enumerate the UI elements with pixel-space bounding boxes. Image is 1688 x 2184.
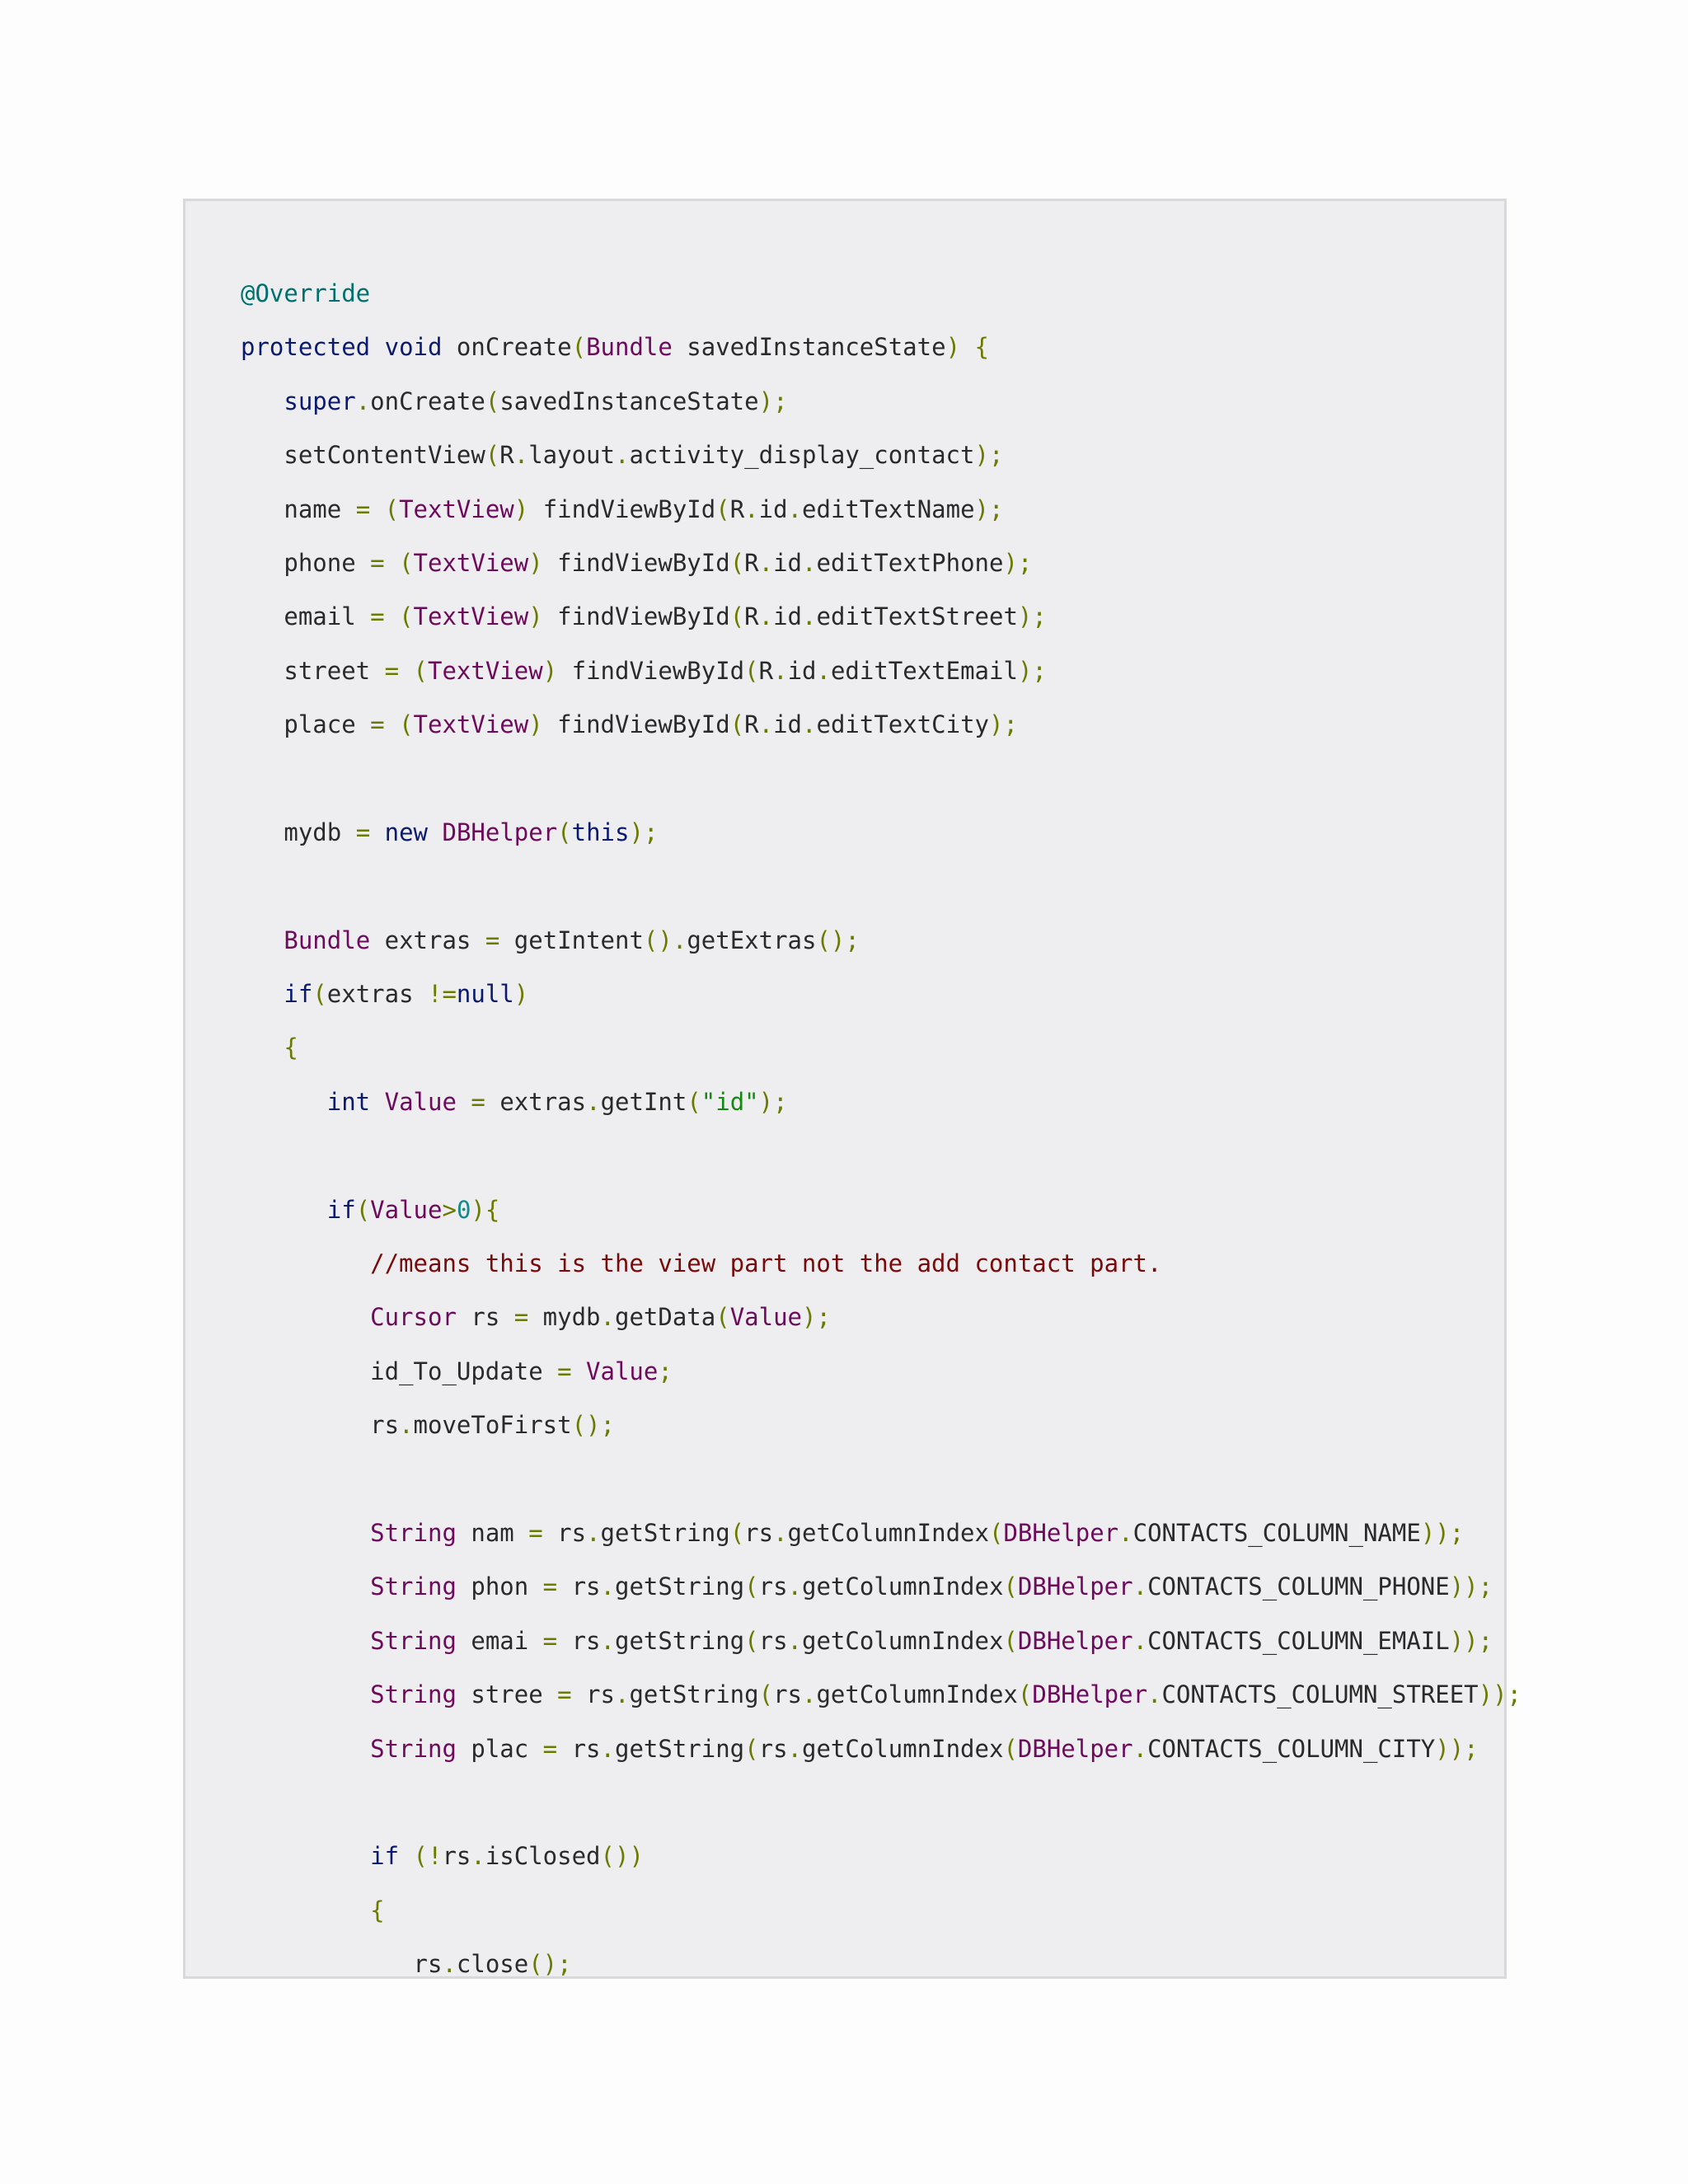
code-token: findViewById xyxy=(542,710,730,739)
code-token: CONTACTS_COLUMN_CITY xyxy=(1147,1734,1436,1763)
code-token: . xyxy=(513,441,529,470)
code-token: id xyxy=(758,494,788,523)
code-token: . xyxy=(614,1680,630,1709)
code-token: ( xyxy=(744,1572,759,1601)
code-line xyxy=(241,914,1522,968)
code-token: this xyxy=(571,818,630,846)
code-line xyxy=(241,1884,1522,1938)
code-token: findViewById xyxy=(542,548,730,577)
code-token xyxy=(241,926,284,954)
code-token: = xyxy=(513,1303,529,1332)
code-token: . xyxy=(614,441,630,470)
code-token: extras xyxy=(326,980,428,1009)
code-token: ( xyxy=(687,1087,701,1116)
code-token: ( xyxy=(1003,1734,1018,1763)
code-token: ); xyxy=(1017,656,1047,685)
code-token: mydb xyxy=(241,818,356,846)
code-token: Value xyxy=(586,1357,659,1385)
code-token: getExtras xyxy=(687,926,817,954)
code-token: getColumnIndex xyxy=(816,1680,1018,1709)
code-token xyxy=(241,980,284,1008)
code-token xyxy=(960,333,974,361)
code-token: ); xyxy=(1003,548,1033,577)
code-token: = xyxy=(370,548,385,577)
code-token: getColumnIndex xyxy=(802,1572,1004,1601)
code-token: super xyxy=(284,387,356,415)
code-line xyxy=(241,1830,1522,1883)
code-token: Bundle xyxy=(284,926,371,954)
code-line xyxy=(241,1453,1522,1507)
code-line xyxy=(241,1291,1522,1344)
code-token: . xyxy=(471,1842,485,1871)
code-line xyxy=(241,644,1522,698)
code-token xyxy=(241,1196,327,1224)
code-token: DBHelper xyxy=(1003,1518,1119,1547)
code-token: ( xyxy=(758,1680,774,1709)
code-token: )); xyxy=(1435,1734,1479,1763)
code-token: extras xyxy=(370,926,485,954)
code-token: phon xyxy=(456,1572,543,1601)
code-token: { xyxy=(284,1033,298,1062)
code-token: close xyxy=(456,1950,529,1979)
code-token xyxy=(241,1680,370,1708)
code-token: . xyxy=(600,1572,615,1601)
code-token xyxy=(457,1088,471,1116)
code-token: if xyxy=(326,1195,356,1224)
code-token: ); xyxy=(802,1303,831,1332)
code-token: ( xyxy=(744,1734,759,1763)
code-token xyxy=(241,1842,370,1870)
code-token: null xyxy=(456,980,514,1009)
code-token: getString xyxy=(615,1572,745,1601)
code-line xyxy=(241,321,1522,374)
code-line xyxy=(241,1560,1522,1614)
code-token: editTextPhone xyxy=(816,548,1004,577)
code-token: Value xyxy=(384,1087,457,1116)
code-token: . xyxy=(802,602,817,631)
code-token: ) xyxy=(513,980,529,1009)
code-token xyxy=(241,1249,370,1277)
code-token: place xyxy=(241,710,371,739)
code-token: rs xyxy=(773,1680,802,1709)
code-token: TextView xyxy=(413,710,529,739)
code-block xyxy=(183,199,1522,1979)
code-token xyxy=(370,333,384,361)
code-line xyxy=(241,1938,1522,1991)
code-token: rs xyxy=(744,1518,774,1547)
code-token: ( xyxy=(1017,1680,1033,1709)
code-token: ) xyxy=(528,602,543,631)
code-token: ( xyxy=(715,1303,730,1332)
code-token: )); xyxy=(1449,1626,1493,1655)
code-token: id_To_Update xyxy=(241,1357,558,1385)
code-token: . xyxy=(773,1518,788,1547)
code-token: "id" xyxy=(701,1087,759,1116)
code-line xyxy=(241,1237,1522,1291)
code-token: 0 xyxy=(456,1195,471,1224)
code-token: . xyxy=(787,1626,802,1655)
code-token: ( xyxy=(1003,1572,1018,1601)
code-token: findViewById xyxy=(542,602,730,631)
code-token: DBHelper xyxy=(442,818,558,846)
code-line xyxy=(241,968,1522,1021)
code-token: )); xyxy=(1478,1680,1522,1709)
code-token: findViewById xyxy=(528,494,716,523)
code-token: getInt xyxy=(600,1087,687,1116)
code-token: (); xyxy=(528,1950,572,1979)
code-token: . xyxy=(802,548,817,577)
code-token: moveToFirst xyxy=(413,1411,572,1440)
code-token xyxy=(241,1735,370,1763)
code-token: . xyxy=(1132,1572,1148,1601)
code-token: ){ xyxy=(471,1195,500,1224)
code-token: TextView xyxy=(399,494,514,523)
code-line xyxy=(241,537,1522,590)
code-token: = xyxy=(557,1680,572,1709)
code-token: ); xyxy=(758,1087,788,1116)
code-token: != xyxy=(428,980,457,1009)
code-token: (); xyxy=(816,926,860,954)
code-token: CONTACTS_COLUMN_EMAIL xyxy=(1147,1626,1450,1655)
code-line xyxy=(241,1129,1522,1183)
code-token: . xyxy=(787,494,803,523)
code-token: editTextEmail xyxy=(830,656,1018,685)
code-line xyxy=(241,1345,1522,1399)
code-token: rs xyxy=(758,1572,788,1601)
code-token: TextView xyxy=(413,548,529,577)
code-token xyxy=(241,1033,284,1062)
code-token: if xyxy=(370,1842,400,1871)
code-token: . xyxy=(1118,1518,1133,1547)
code-token: . xyxy=(399,1411,414,1440)
code-token: new xyxy=(384,818,429,846)
code-token: String xyxy=(370,1734,457,1763)
code-token: ( xyxy=(1003,1626,1018,1655)
code-token xyxy=(241,1896,370,1924)
code-token: )); xyxy=(1420,1518,1465,1547)
code-token: id xyxy=(773,710,803,739)
code-token: = xyxy=(355,494,371,523)
code-line xyxy=(241,590,1522,644)
code-token: . xyxy=(787,1734,802,1763)
code-token: rs xyxy=(557,1626,601,1655)
code-token: = xyxy=(542,1572,558,1601)
code-token: ( xyxy=(715,494,730,523)
code-token: rs xyxy=(542,1518,587,1547)
code-token xyxy=(370,818,384,846)
code-token: stree xyxy=(456,1680,558,1709)
code-token: ( xyxy=(485,387,500,415)
code-token: (! xyxy=(413,1842,443,1871)
code-token: = xyxy=(471,1087,485,1116)
code-token: isClosed xyxy=(485,1842,601,1871)
code-token: Value xyxy=(370,1195,443,1224)
code-token: ( xyxy=(729,548,745,577)
code-token: . xyxy=(1147,1680,1162,1709)
code-token: ( xyxy=(729,710,745,739)
code-token: ) xyxy=(542,656,558,685)
code-token xyxy=(370,495,384,523)
code-token: ); xyxy=(629,818,659,846)
code-token: phone xyxy=(241,548,371,577)
code-token: protected xyxy=(241,333,371,362)
code-token: . xyxy=(758,548,774,577)
code-token: = xyxy=(384,656,400,685)
code-token: = xyxy=(355,818,371,846)
code-token: ) xyxy=(528,548,543,577)
code-token: String xyxy=(370,1680,457,1709)
code-token: String xyxy=(370,1572,457,1601)
code-token xyxy=(399,657,413,685)
code-token: . xyxy=(758,710,774,739)
code-token: rs xyxy=(557,1572,601,1601)
code-token: rs xyxy=(241,1950,443,1979)
code-token: getString xyxy=(600,1518,730,1547)
code-token: . xyxy=(600,1626,615,1655)
code-line xyxy=(241,1021,1522,1075)
code-token: id xyxy=(787,656,817,685)
code-token: = xyxy=(485,926,500,954)
code-line xyxy=(241,1722,1522,1776)
code-token: onCreate xyxy=(370,387,485,415)
code-line xyxy=(241,1615,1522,1668)
code-token xyxy=(572,1357,586,1385)
code-token xyxy=(399,1842,413,1870)
code-token: emai xyxy=(456,1626,543,1655)
code-token: ) xyxy=(528,710,543,739)
code-token: activity_display_contact xyxy=(629,441,975,470)
code-token: name xyxy=(241,494,356,523)
code-token: = xyxy=(542,1626,558,1655)
code-token: . xyxy=(442,1950,457,1979)
code-token xyxy=(241,1303,370,1331)
code-token: Cursor xyxy=(370,1303,457,1332)
code-token: ( xyxy=(571,333,587,362)
code-line xyxy=(241,429,1522,482)
code-token: . xyxy=(1132,1626,1148,1655)
code-token: rs xyxy=(241,1411,400,1440)
code-token: R xyxy=(744,548,759,577)
code-token: ) xyxy=(945,333,961,362)
code-token: Bundle xyxy=(586,333,673,362)
code-token xyxy=(385,549,399,577)
code-token: ()) xyxy=(600,1842,644,1871)
code-token: . xyxy=(773,656,788,685)
code-token: = xyxy=(370,710,385,739)
code-line xyxy=(241,1776,1522,1830)
code-token: DBHelper xyxy=(1017,1572,1133,1601)
code-token xyxy=(385,602,399,630)
code-token: = xyxy=(528,1518,543,1547)
code-token: ( xyxy=(399,710,414,739)
code-line xyxy=(241,752,1522,806)
code-token: . xyxy=(600,1734,615,1763)
code-token: R xyxy=(744,710,759,739)
code-token xyxy=(241,1627,370,1655)
code-token: rs xyxy=(456,1303,514,1332)
code-line xyxy=(241,267,1522,321)
code-token: = xyxy=(370,602,385,631)
code-token: > xyxy=(442,1195,457,1224)
code-token: id xyxy=(773,602,803,631)
code-token: R xyxy=(758,656,774,685)
code-token: ( xyxy=(413,656,429,685)
code-token: TextView xyxy=(413,602,529,631)
code-line xyxy=(241,1076,1522,1129)
code-token: { xyxy=(974,333,989,362)
code-token: rs xyxy=(758,1626,788,1655)
code-token: )); xyxy=(1449,1572,1493,1601)
code-token: R xyxy=(499,441,514,470)
code-token: ( xyxy=(557,818,572,846)
code-token: @Override xyxy=(241,279,371,307)
code-line xyxy=(241,806,1522,860)
code-token: plac xyxy=(456,1734,543,1763)
code-token: getString xyxy=(615,1626,745,1655)
code-token xyxy=(385,710,399,738)
code-token: R xyxy=(744,602,759,631)
code-token: savedInstanceState xyxy=(499,387,759,415)
code-token: getString xyxy=(629,1680,759,1709)
code-token xyxy=(370,1088,384,1116)
code-token xyxy=(241,1088,327,1116)
code-token: email xyxy=(241,602,371,631)
code-token: TextView xyxy=(428,656,543,685)
code-token: setContentView xyxy=(241,441,485,470)
code-token: editTextCity xyxy=(816,710,989,739)
code-token: ( xyxy=(384,494,400,523)
code-token: mydb xyxy=(528,1303,601,1332)
code-token: ( xyxy=(729,602,745,631)
code-line xyxy=(241,1399,1522,1452)
code-token: DBHelper xyxy=(1032,1680,1148,1709)
code-token: ); xyxy=(974,441,1004,470)
code-token: getColumnIndex xyxy=(787,1518,989,1547)
code-token: getIntent xyxy=(499,926,644,954)
code-token: ( xyxy=(744,1626,759,1655)
code-token: . xyxy=(787,1572,802,1601)
code-token: ); xyxy=(989,710,1018,739)
code-token: savedInstanceState xyxy=(672,333,946,362)
code-token: nam xyxy=(456,1518,529,1547)
code-token: ); xyxy=(1017,602,1047,631)
code-line xyxy=(241,1507,1522,1560)
code-token: editTextStreet xyxy=(816,602,1018,631)
code-token: . xyxy=(586,1087,601,1116)
code-token: . xyxy=(816,656,831,685)
code-line xyxy=(241,483,1522,537)
code-token: ; xyxy=(658,1357,673,1385)
code-line xyxy=(241,1183,1522,1237)
code-token: ( xyxy=(988,1518,1004,1547)
code-token: . xyxy=(744,494,759,523)
code-token: getColumnIndex xyxy=(802,1734,1004,1763)
code-token: getData xyxy=(615,1303,716,1332)
code-token: findViewById xyxy=(557,656,745,685)
code-token: getString xyxy=(615,1734,745,1763)
code-token: (). xyxy=(643,926,687,954)
code-token: String xyxy=(370,1626,457,1655)
code-token: int xyxy=(326,1087,371,1116)
code-token: getColumnIndex xyxy=(802,1626,1004,1655)
code-token: . xyxy=(586,1518,601,1547)
code-token: ); xyxy=(974,494,1004,523)
code-token: . xyxy=(355,387,371,415)
code-token: street xyxy=(241,656,385,685)
code-token: ); xyxy=(758,387,788,415)
code-token: R xyxy=(729,494,745,523)
code-token: DBHelper xyxy=(1017,1626,1133,1655)
code-token xyxy=(241,387,284,415)
code-token: layout xyxy=(528,441,615,470)
code-token: ( xyxy=(399,602,414,631)
code-token: void xyxy=(384,333,443,362)
code-token: . xyxy=(600,1303,615,1332)
code-line xyxy=(241,698,1522,752)
code-token: = xyxy=(557,1357,572,1385)
code-token: String xyxy=(370,1518,457,1547)
code-token: editTextName xyxy=(802,494,975,523)
code-token: . xyxy=(802,710,817,739)
code-listing xyxy=(241,267,1522,1992)
code-token xyxy=(241,1519,370,1547)
code-token: Value xyxy=(729,1303,802,1332)
code-token: { xyxy=(370,1896,385,1924)
code-token: CONTACTS_COLUMN_NAME xyxy=(1132,1518,1421,1547)
code-token: if xyxy=(284,980,313,1009)
code-token: ( xyxy=(729,1518,745,1547)
code-token: (); xyxy=(571,1411,615,1440)
code-token xyxy=(241,1572,370,1601)
code-token xyxy=(428,818,442,846)
code-token: ( xyxy=(399,548,414,577)
code-token: CONTACTS_COLUMN_PHONE xyxy=(1147,1572,1450,1601)
code-token: DBHelper xyxy=(1017,1734,1133,1763)
code-token: ( xyxy=(312,980,327,1009)
code-line xyxy=(241,1668,1522,1722)
code-token: = xyxy=(542,1734,558,1763)
code-line xyxy=(241,860,1522,913)
code-token: rs xyxy=(758,1734,788,1763)
code-token: ( xyxy=(355,1195,371,1224)
code-token: id xyxy=(773,548,803,577)
code-token: rs xyxy=(442,1842,471,1871)
code-token: onCreate xyxy=(442,333,572,362)
code-token: rs xyxy=(571,1680,615,1709)
code-token: extras xyxy=(485,1087,587,1116)
code-token: rs xyxy=(557,1734,601,1763)
code-token: //means this is the view part not the add contact part. xyxy=(370,1249,1162,1278)
code-token: . xyxy=(801,1680,817,1709)
code-token: ) xyxy=(513,494,529,523)
code-token: ( xyxy=(485,441,500,470)
code-token: . xyxy=(1132,1734,1148,1763)
code-token: ( xyxy=(744,656,759,685)
code-token: . xyxy=(758,602,774,631)
code-line xyxy=(241,375,1522,429)
code-token: CONTACTS_COLUMN_STREET xyxy=(1161,1680,1479,1709)
